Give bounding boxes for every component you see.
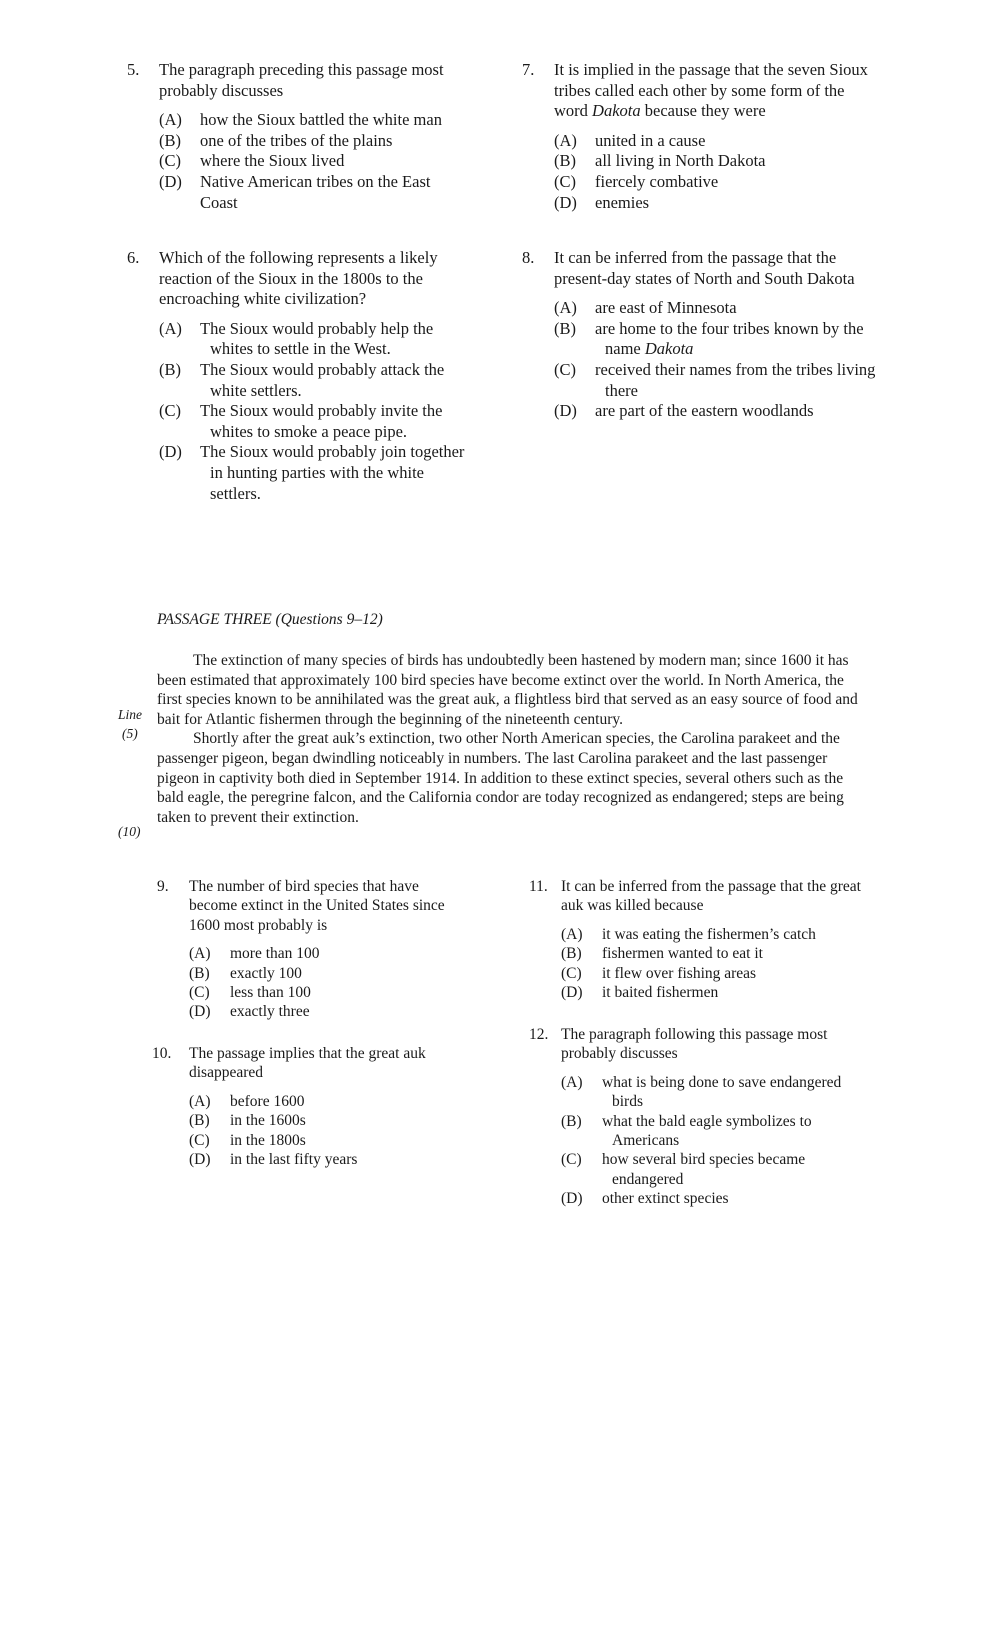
- option-letter: (C): [189, 1131, 210, 1149]
- option-letter: (C): [159, 401, 181, 421]
- option-text: The Sioux would probably help the whites to settle in the West.: [200, 318, 434, 359]
- option-text: received their names from the tribes living there: [595, 359, 876, 400]
- answer-option[interactable]: [189, 1002, 461, 1021]
- question-12: [529, 1025, 863, 1209]
- answer-option[interactable]: [159, 360, 477, 401]
- question-text: Which of the following represents a likely reaction of the Sioux in the 1800s to the encroaching white civilization?: [159, 248, 438, 309]
- answer-option[interactable]: [159, 401, 477, 442]
- answer-option[interactable]: [561, 983, 863, 1002]
- answer-option[interactable]: [554, 172, 876, 193]
- line-number-5: (5): [122, 726, 138, 741]
- answer-option[interactable]: [561, 964, 863, 983]
- option-letter: (B): [554, 318, 576, 338]
- option-text: it was eating the fishermen’s catch: [602, 925, 816, 943]
- option-letter: (C): [561, 1151, 582, 1169]
- option-letter: (A): [189, 945, 211, 963]
- option-letter: (D): [189, 1003, 211, 1021]
- answer-option[interactable]: [561, 1150, 863, 1189]
- question-stem: [157, 877, 461, 935]
- question-11: [529, 877, 863, 1002]
- option-letter: (B): [159, 359, 181, 379]
- question-stem: [522, 248, 876, 289]
- question-text: It can be inferred from the passage that the present-day states of North and South Dakota: [554, 248, 855, 288]
- passage-paragraph: Shortly after the great auk’s extinction, two other North American species, the Carolina parakeet and the passenger pigeon, began dwindling noticeably in numbers. The last Carolina parakeet and the last passenger pigeon in captivity both died in September 1914. In addition to these extinct species, several others such as the bald eagle, the peregrine falcon, and the California condor are today recognized as endangered; steps are being taken to prevent their extinction.: [157, 730, 844, 826]
- option-text: it baited fishermen: [602, 984, 719, 1002]
- answer-option[interactable]: [189, 1092, 461, 1111]
- option-letter: (C): [554, 359, 576, 379]
- option-text: united in a cause: [595, 130, 706, 150]
- option-text: it flew over fishing areas: [602, 964, 757, 982]
- option-text: what the bald eagle symbolizes to Americans: [602, 1112, 812, 1150]
- question-text: It can be inferred from the passage that the great auk was killed because: [561, 878, 861, 915]
- question-text: The paragraph preceding this passage most probably discusses: [159, 60, 444, 100]
- option-text: more than 100: [230, 945, 320, 963]
- option-letter: (B): [189, 964, 210, 982]
- line-number-10: (10): [118, 824, 141, 839]
- option-text: exactly three: [230, 1003, 310, 1021]
- question-9: [157, 877, 461, 1022]
- option-letter: (D): [554, 192, 577, 212]
- question-number: 10.: [152, 1045, 172, 1062]
- option-text: how several bird species became endangered: [602, 1151, 806, 1188]
- question-7: [522, 60, 876, 213]
- option-text: in the 1800s: [230, 1131, 306, 1149]
- option-letter: (D): [554, 401, 577, 421]
- answer-option[interactable]: [561, 1073, 863, 1112]
- answer-option[interactable]: [561, 944, 863, 963]
- option-letter: (B): [189, 1112, 210, 1130]
- option-text: [595, 319, 876, 360]
- option-text: enemies: [595, 192, 650, 212]
- option-letter: (D): [189, 1151, 211, 1169]
- question-5: [127, 60, 461, 213]
- question-text-emphasis: Dakota: [592, 101, 641, 121]
- option-letter: (A): [159, 318, 182, 338]
- answer-option[interactable]: [189, 1150, 461, 1169]
- question-text: It is implied in the passage that the seven Sioux tribes called each other by some form of the word: [554, 60, 868, 121]
- question-8: [522, 248, 876, 422]
- option-letter: (A): [561, 1073, 583, 1091]
- option-letter: (D): [159, 442, 182, 462]
- option-text: are part of the eastern woodlands: [595, 401, 814, 421]
- question-6: [127, 248, 477, 504]
- question-text: because they were: [640, 101, 766, 121]
- option-text: one of the tribes of the plains: [200, 130, 393, 150]
- question-10: [152, 1044, 461, 1169]
- option-letter: (C): [561, 964, 582, 982]
- option-letter: (C): [554, 171, 576, 191]
- answer-option[interactable]: [554, 360, 876, 401]
- answer-option[interactable]: [189, 1111, 461, 1130]
- answer-option[interactable]: [554, 401, 876, 422]
- option-letter: (A): [554, 130, 577, 150]
- option-letter: (A): [561, 925, 583, 943]
- option-text: what is being done to save endangered birds: [602, 1073, 842, 1111]
- option-text: The Sioux would probably join together in hunting parties with the white settlers.: [200, 442, 465, 503]
- option-text: The Sioux would probably attack the white settlers.: [200, 359, 445, 400]
- question-text: The number of bird species that have become extinct in the United States since 1600 most probably is: [189, 878, 445, 934]
- answer-option[interactable]: [159, 131, 461, 152]
- option-letter: (D): [561, 984, 583, 1002]
- question-number: 9.: [157, 878, 169, 895]
- answer-option[interactable]: [159, 442, 477, 504]
- option-text: less than 100: [230, 984, 311, 1002]
- question-stem: [152, 1044, 461, 1083]
- question-number: 11.: [529, 878, 548, 895]
- answer-option[interactable]: [561, 1112, 863, 1151]
- option-letter: (B): [561, 1112, 582, 1130]
- answer-option[interactable]: [554, 131, 876, 152]
- line-label: Line: [118, 707, 143, 722]
- option-text: fishermen wanted to eat it: [602, 945, 763, 963]
- passage-paragraph: The extinction of many species of birds has undoubtedly been hastened by modern man; since 1600 it has been estimated that approximately 100 bird species have become extinct over the world. In North America, the first species known to be annihilated was the great auk, a flightless bird that served as an easy source of food and bait for Atlantic fishermen through the beginning of the nineteenth century.: [157, 652, 858, 728]
- option-letter: (A): [159, 110, 182, 130]
- answer-option[interactable]: [554, 319, 876, 360]
- option-letter: (B): [554, 151, 576, 171]
- option-letter: (D): [159, 171, 182, 191]
- question-stem: [529, 877, 863, 916]
- option-letter: (D): [561, 1190, 583, 1208]
- question-number: 12.: [529, 1026, 549, 1043]
- option-text: The Sioux would probably invite the whites to smoke a peace pipe.: [200, 401, 443, 441]
- answer-option[interactable]: [189, 1131, 461, 1150]
- option-letter: (C): [159, 151, 181, 171]
- answer-option[interactable]: [554, 193, 876, 214]
- option-text: fiercely combative: [595, 171, 719, 191]
- option-text: in the last fifty years: [230, 1151, 358, 1169]
- option-text: all living in North Dakota: [595, 151, 766, 171]
- option-text-emphasis: Dakota: [644, 339, 694, 359]
- option-text-part: are home to the four tribes known by the name: [595, 318, 864, 359]
- question-number: 8.: [522, 248, 535, 267]
- answer-option[interactable]: [159, 172, 461, 213]
- option-text: where the Sioux lived: [200, 151, 345, 171]
- option-letter: (B): [561, 945, 582, 963]
- option-text: other extinct species: [602, 1190, 729, 1208]
- passage-body: [157, 651, 869, 827]
- option-letter: (A): [554, 298, 577, 318]
- answer-option[interactable]: [189, 983, 461, 1002]
- question-stem: [522, 60, 876, 122]
- answer-option[interactable]: [189, 964, 461, 983]
- question-number: 5.: [127, 60, 140, 79]
- passage-title: PASSAGE THREE (Questions 9–12): [157, 611, 383, 628]
- option-letter: (C): [189, 984, 210, 1002]
- question-number: 7.: [522, 60, 535, 79]
- answer-option[interactable]: [561, 925, 863, 944]
- answer-option[interactable]: [159, 110, 461, 131]
- question-stem: [529, 1025, 863, 1064]
- answer-option[interactable]: [159, 151, 461, 172]
- option-text: Native American tribes on the East Coast: [200, 171, 431, 212]
- option-text: in the 1600s: [230, 1112, 306, 1130]
- answer-option[interactable]: [189, 944, 461, 963]
- question-stem: [127, 248, 477, 310]
- question-text: The paragraph following this passage most probably discusses: [561, 1026, 828, 1063]
- option-letter: (A): [189, 1092, 211, 1110]
- question-text: The passage implies that the great auk disappeared: [189, 1045, 426, 1082]
- option-text: before 1600: [230, 1092, 305, 1110]
- option-letter: (B): [159, 130, 181, 150]
- answer-option[interactable]: [554, 151, 876, 172]
- answer-option[interactable]: [554, 298, 876, 319]
- option-text: are east of Minnesota: [595, 298, 737, 318]
- question-stem: [127, 60, 461, 101]
- option-text: how the Sioux battled the white man: [200, 110, 442, 130]
- answer-option[interactable]: [159, 319, 477, 360]
- option-text: exactly 100: [230, 964, 302, 982]
- question-number: 6.: [127, 248, 140, 267]
- answer-option[interactable]: [561, 1189, 863, 1208]
